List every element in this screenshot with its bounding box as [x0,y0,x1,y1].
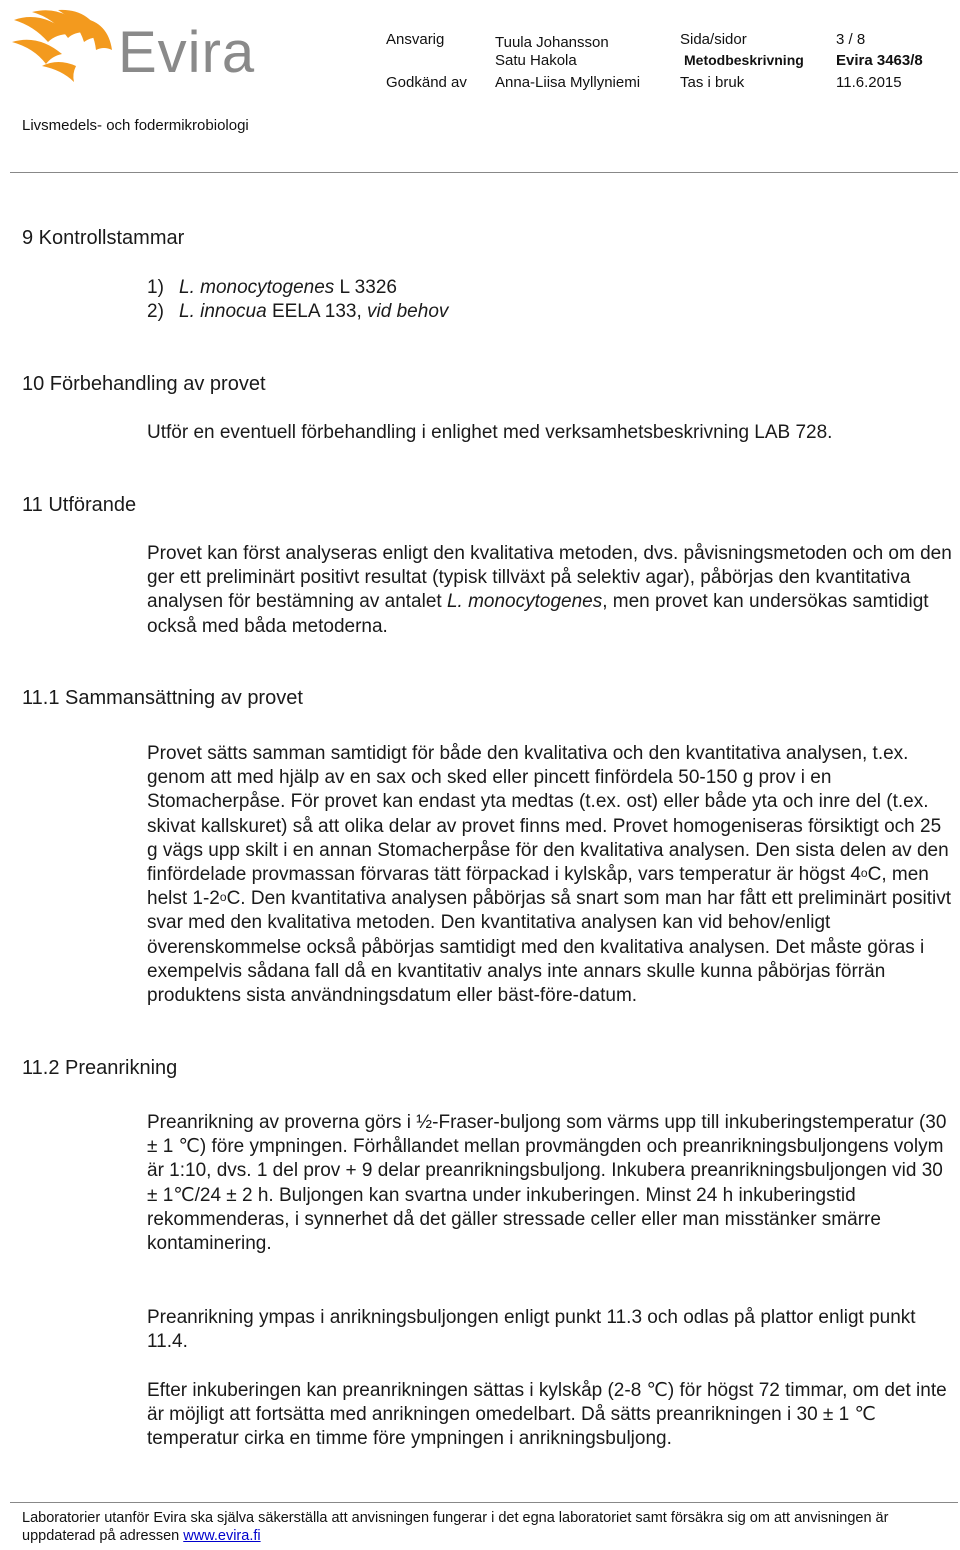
section-10-heading: 10 Förbehandling av provet [22,373,266,395]
section-11-2-paragraph-1: Preanrikning av proverna görs i ½-Fraser-buljong som värms upp till inkuberingstemperatur (30 ± 1 ℃) före ympningen. Förhållandet mellan provmängden och preanrikningsbuljongens volym är 1:10, dvs. 1 del prov + 9 delar preanrikningsbuljong. Inkubera preanrikningsbuljongen vid 30 ± 1℃/24 ± 2 h. Buljongen kan svartna under inkuberingen. Minst 24 h inkuberingstid rekommenderas, i synnerhet då det gäller stressade celler eller man misstänker smärre kontaminering. [147,1112,947,1255]
species-name: L. monocytogenes [179,277,335,298]
responsible-name-2: Satu Hakola [495,52,577,69]
text-segment: C, men helst 1-2 [147,864,929,910]
strain-code: L 3326 [334,277,397,298]
text-segment: Provet kan först analyseras enligt den kvalitativa metoden, dvs. påvisningsmetoden och om den ger ett preliminärt positivt resultat (typisk tillväxt på selektiv agar), påbörjas den kvantitativa analysen för bestämning av antalet [147,543,952,613]
section-11-text [147,542,952,639]
species-name: L. innocua [179,301,267,322]
strain-note: vid behov [367,301,449,322]
sun-rays-icon [12,10,112,82]
approved-by-name: Anna-Liisa Myllyniemi [495,74,641,91]
section-11-1-heading: 11.1 Sammansättning av provet [22,687,303,709]
list-item [147,300,448,324]
list-item [147,276,397,300]
text-segment: Provet sätts samman samtidigt för både den kvalitativa och den kvantitativa analysen, t.ex. genom att med hjälp av en sax och sked eller pincett finfördela 50-150 g prov i en Stomacherpåse. För provet kan endast yta medtas (t.ex. ost) eller både yta och inre del (t.ex. skivat kallskuret) så att olika delar av provet finns med. Provet homogeniseras försiktigt och 25 g vägs upp skilt i en annan Stomacherpåse för den kvalitativa analysen. Den sista delen av den finfördelade provmassan förvaras tätt förpackad i kylskåp, vars temperatur är högst 4 [147,743,949,886]
approved-by-label: Godkänd av [386,74,467,91]
section-11-2-paragraph-3: Efter inkuberingen kan preanrikningen sättas i kylskåp (2-8 ℃) för högst 72 timmar, om det inte är möjligt att fortsätta med anrikningen omedelbart. Då sätts preanrikningen i 30 ± 1 ℃ temperatur cirka en timme före ympningen i anrikningsbuljong. [147,1380,947,1450]
text-segment: C. Den kvantitativa analysen påbörjas så snart som man har fått ett preliminärt positivt svar med den kvalitativa metoden. Den kvantitativa analysen kan vid behov/enligt överenskommelse också påbörjas samtidigt med den kvalitativa analysen. Det måste göras i exempelvis sådana fall då en kvantitativ analys inte annars skulle kunna påbörjas förrän produktens sista användningsdatum eller bäst-före-datum. [147,888,952,1007]
section-9-heading: 9 Kontrollstammar [22,227,185,249]
footer-text: Laboratorier utanför Evira ska själva säkerställa att anvisningen fungerar i det egna laboratoriet samt försäkra sig om att anvisningen är uppdaterad på adressen [22,1510,889,1544]
section-11-heading: 11 Utförande [22,494,137,516]
section-11-1-text [147,742,952,1008]
section-11-2-paragraph-2: Preanrikning ympas i anrikningsbuljongen enligt punkt 11.3 och odlas på plattor enligt punkt 11.4. [147,1307,916,1353]
footer-note [22,1509,952,1545]
pages-value: 3 / 8 [836,31,866,48]
species-name: L. monocytogenes [446,591,603,613]
footer-divider [10,1502,958,1503]
department-name: Livsmedels- och fodermikrobiologi [22,117,249,134]
section-10-text: Utför en eventuell förbehandling i enlighet med verksamhetsbeskrivning LAB 728. [147,422,833,443]
section-11-2-heading: 11.2 Preanrikning [22,1057,178,1079]
header-divider [10,172,958,173]
effective-date-label: Tas i bruk [680,74,745,91]
document-type: Metodbeskrivning [684,52,804,68]
effective-date-value: 11.6.2015 [836,74,902,91]
list-number: 1) [147,277,164,298]
document-id: Evira 3463/8 [836,52,923,69]
degree-superscript: o [860,866,868,881]
logo-wordmark: Evira [118,20,256,85]
pages-label: Sida/sidor [680,31,747,48]
text-segment: , men provet kan undersökas samtidigt också med båda metoderna. [147,591,929,637]
responsible-name-1: Tuula Johansson [495,34,609,51]
list-number: 2) [147,301,164,322]
strain-code: EELA 133, [266,301,368,322]
responsible-label: Ansvarig [386,31,445,48]
evira-website-link[interactable]: www.evira.fi [183,1528,261,1544]
degree-superscript: o [219,890,227,905]
